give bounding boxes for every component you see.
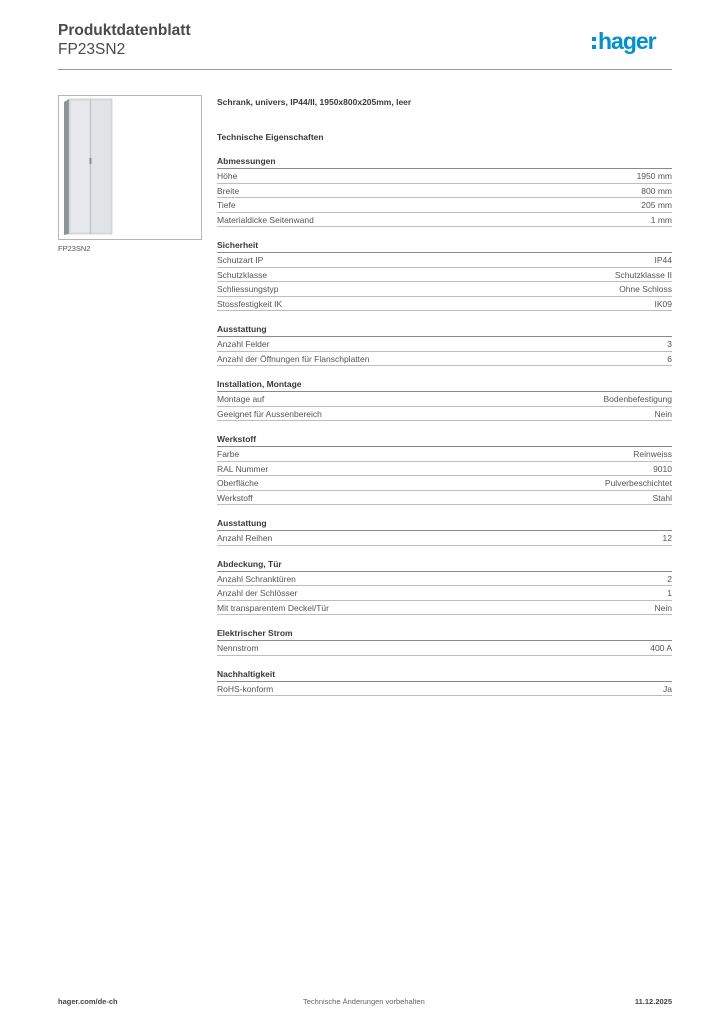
spec-row [217, 407, 672, 422]
section-title: Installation, Montage [217, 378, 672, 392]
svg-text:hager: hager [598, 28, 656, 54]
section-title: Nachhaltigkeit [217, 668, 672, 682]
spec-row [217, 447, 672, 462]
spec-row [217, 297, 672, 312]
spec-row [217, 682, 672, 697]
spec-row [217, 476, 672, 491]
spec-section [217, 433, 672, 505]
spec-row [217, 213, 672, 228]
spec-value: Stahl [652, 492, 672, 503]
spec-label: Mit transparentem Deckel/Tür [217, 602, 329, 613]
spec-label: Anzahl der Schlösser [217, 588, 298, 598]
spec-value: Schutzklasse II [614, 269, 672, 280]
spec-row [217, 198, 672, 213]
spec-section [217, 378, 672, 421]
spec-row [217, 462, 672, 477]
spec-label: Schutzart IP [217, 255, 264, 265]
section-title: Ausstattung [217, 517, 672, 531]
spec-value: 2 [667, 573, 672, 584]
spec-label: Anzahl Schranktüren [217, 573, 296, 584]
image-caption: FP23SN2 [58, 244, 91, 253]
spec-label: Werkstoff [217, 492, 253, 503]
spec-value: IP44 [654, 255, 672, 265]
spec-label: Anzahl Reihen [217, 533, 273, 543]
spec-section [217, 627, 672, 656]
spec-value: Bodenbefestigung [603, 394, 672, 404]
spec-label: RAL Nummer [217, 463, 269, 474]
spec-label: Nennstrom [217, 643, 259, 653]
spec-row [217, 253, 672, 268]
section-title: Abdeckung, Tür [217, 558, 672, 572]
spec-row [217, 392, 672, 407]
spec-value: Ja [663, 683, 672, 694]
technical-properties-heading: Technische Eigenschaften [217, 132, 324, 142]
spec-row [217, 268, 672, 283]
product-description: Schrank, univers, IP44/II, 1950x800x205mm, leer [217, 97, 412, 107]
spec-sections [217, 155, 672, 696]
spec-row [217, 572, 672, 587]
spec-row [217, 531, 672, 546]
spec-row [217, 352, 672, 367]
spec-label: Anzahl Felder [217, 339, 270, 349]
section-title: Sicherheit [217, 239, 672, 253]
spec-row [217, 184, 672, 199]
spec-value: 9010 [653, 463, 672, 474]
footer-website: hager.com/de-ch [58, 997, 118, 1006]
spec-row [217, 169, 672, 184]
page-header [58, 20, 672, 70]
spec-value: Pulverbeschichtet [604, 478, 672, 488]
document-title: Produktdatenblatt [58, 22, 191, 39]
footer-date: 11.12.2025 [634, 997, 672, 1006]
spec-value: IK09 [654, 298, 672, 309]
product-image [58, 95, 202, 240]
spec-value: 12 [662, 533, 672, 543]
spec-section [217, 517, 672, 546]
product-code: FP23SN2 [58, 41, 126, 58]
spec-label: Schliessungstyp [217, 284, 279, 294]
section-title: Elektrischer Strom [217, 627, 672, 641]
specification-content [217, 95, 672, 696]
spec-value: 1 mm [650, 214, 672, 225]
spec-value: 1 [667, 588, 672, 598]
footer-disclaimer: Technische Änderungen vorbehalten [303, 997, 425, 1006]
section-title: Ausstattung [217, 323, 672, 337]
spec-section [217, 558, 672, 616]
spec-value: 400 A [650, 643, 672, 653]
spec-row [217, 586, 672, 601]
spec-row [217, 601, 672, 616]
spec-value: Ohne Schloss [619, 284, 672, 294]
spec-label: Anzahl der Öffnungen für Flanschplatten [217, 353, 370, 364]
spec-label: Montage auf [217, 394, 265, 404]
spec-label: Breite [217, 185, 240, 196]
spec-section [217, 239, 672, 311]
spec-section [217, 323, 672, 366]
spec-value: Reinweiss [633, 449, 672, 459]
spec-row [217, 641, 672, 656]
spec-row [217, 282, 672, 297]
spec-section [217, 155, 672, 227]
cabinet-illustration [59, 96, 201, 239]
spec-label: Geeignet für Aussenbereich [217, 408, 322, 419]
section-title: Werkstoff [217, 433, 672, 447]
spec-value: 205 mm [641, 200, 672, 210]
spec-label: Schutzklasse [217, 269, 268, 280]
spec-value: 6 [667, 353, 672, 364]
spec-value: Nein [654, 602, 672, 613]
hager-logo [592, 27, 672, 55]
spec-label: Stossfestigkeit IK [217, 298, 283, 309]
section-title: Abmessungen [217, 155, 672, 169]
spec-label: Materialdicke Seitenwand [217, 214, 314, 225]
spec-section [217, 668, 672, 697]
spec-value: 3 [667, 339, 672, 349]
spec-row [217, 491, 672, 506]
spec-label: Höhe [217, 171, 238, 181]
spec-row [217, 337, 672, 352]
spec-value: Nein [654, 408, 672, 419]
spec-label: Farbe [217, 449, 240, 459]
spec-label: Tiefe [217, 200, 236, 210]
spec-value: 1950 mm [636, 171, 672, 181]
spec-value: 800 mm [641, 185, 672, 196]
spec-label: RoHS-konform [217, 683, 274, 694]
spec-label: Oberfläche [217, 478, 259, 488]
